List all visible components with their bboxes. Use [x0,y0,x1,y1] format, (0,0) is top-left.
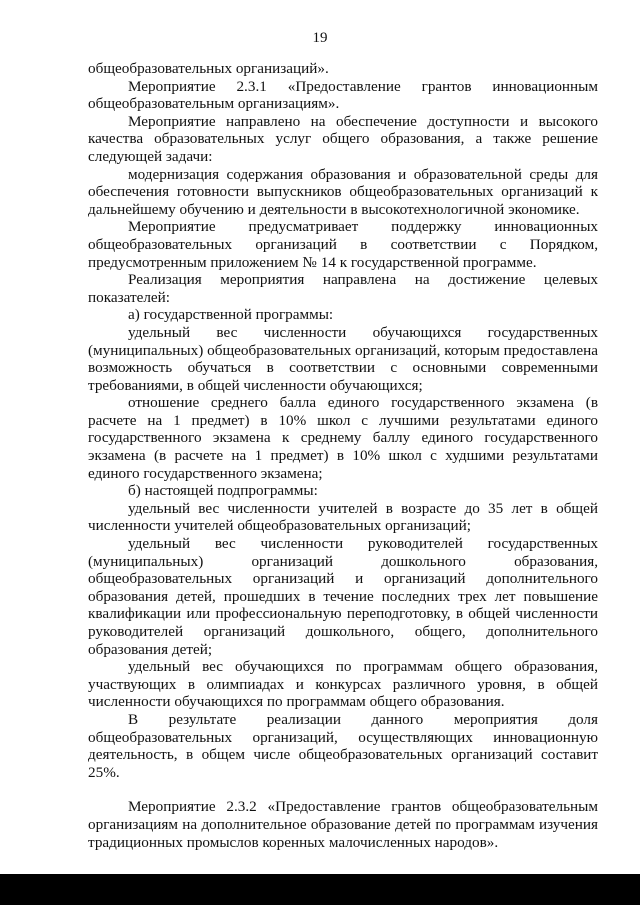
paragraph: удельный вес обучающихся по программам общего образования, участвующих в олимпиадах и конкурсах различного уровня, в общей численности обучающихся по программам общего образования. [88,658,598,711]
paragraph: Мероприятие 2.3.2 «Предоставление грантов общеобразовательным организациям на дополнительное образование детей по программам изучения традиционных промыслов коренных малочисленных народов». [88,798,598,851]
paragraph: Реализация мероприятия направлена на достижение целевых показателей: [88,271,598,306]
paragraph: общеобразовательных организаций». [88,60,329,77]
paragraph: Мероприятие предусматривает поддержку инновационных общеобразовательных организаций в соответствии с Порядком, предусмотренным приложением № 14 к государственной программе. [88,218,598,271]
page-number: 19 [312,30,328,46]
paragraph: удельный вес численности руководителей государственных (муниципальных) организаций дошкольного образования, общеобразовательных организаций и организаций дополнительного образования детей, прошедших в течение последних трех лет повышение квалификации или профессиональную переподготовку, в общей численности руководителей организаций дошкольного, общего, дополнительного образования детей; [88,535,598,658]
paragraph: Мероприятие 2.3.1 «Предоставление грантов инновационным общеобразовательным организациям». [88,77,598,113]
paragraph: Мероприятие направлено на обеспечение доступности и высокого качества образовательных услуг общего образования, а также решение следующей задачи: [88,112,598,165]
paragraph: а) государственной программы: [128,306,334,324]
paragraph: В результате реализации данного мероприятия доля общеобразовательных организаций, осуществляющих инновационную деятельность, в общем числе общеобразовательных организаций составит 25%. [88,710,598,781]
paragraph: отношение среднего балла единого государственного экзамена (в расчете на 1 предмет) в 10% школ с лучшими результатами единого государственного экзамена к среднему баллу единого государственного экзамена (в расчете на 1 предмет) в 10% школ с худшими результатами единого государственного экзамена; [88,394,598,482]
document-body [88,60,598,851]
paragraph: удельный вес численности учителей в возрасте до 35 лет в общей численности учителей общеобразовательных организаций; [88,499,598,535]
paragraph: модернизация содержания образования и образовательной среды для обеспечения готовности выпускников общеобразовательных организаций к дальнейшему обучению и деятельности в высокотехнологичной экономике. [88,165,598,218]
scan-edge-bar [0,874,640,905]
paragraph: удельный вес численности обучающихся государственных (муниципальных) общеобразовательных организаций, которым предоставлена возможность обучаться в соответствии с основными современными требованиями, в общей численности обучающихся; [88,323,598,394]
paragraph: б) настоящей подпрограммы: [128,482,318,500]
